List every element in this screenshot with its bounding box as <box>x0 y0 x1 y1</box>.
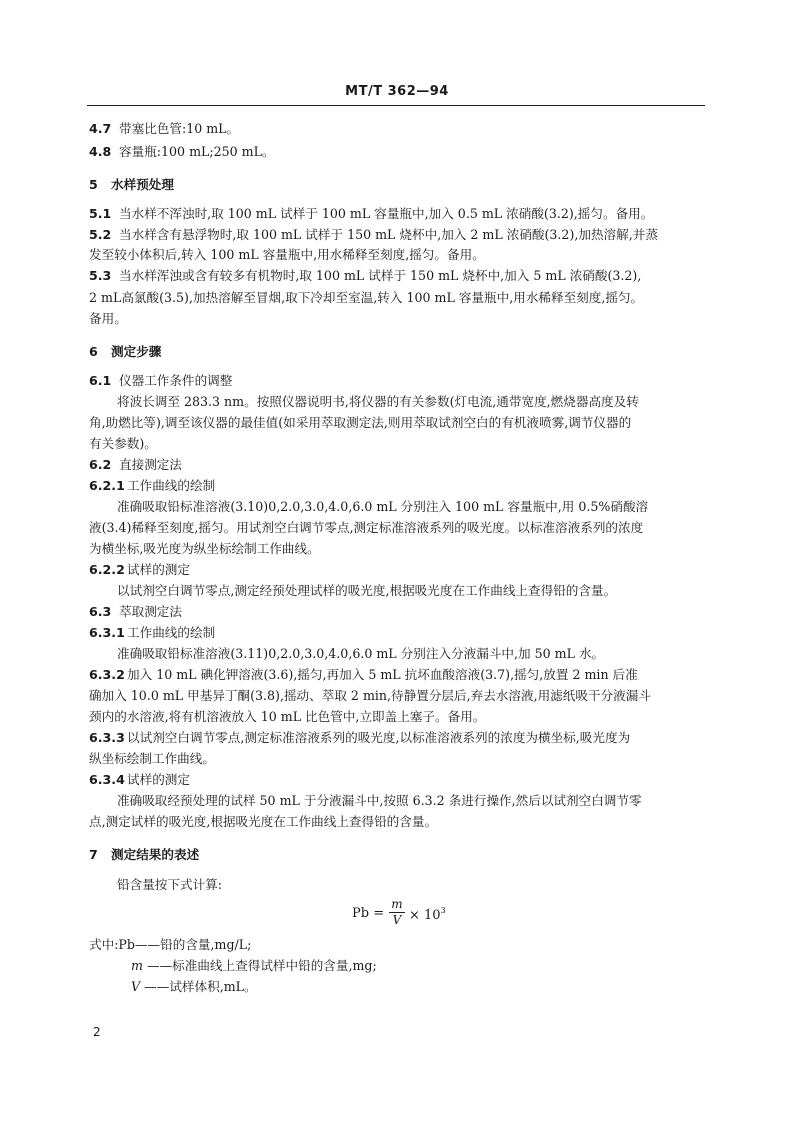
fraction-numerator: m <box>391 897 403 911</box>
sub-title: 试样的测定 <box>127 562 190 577</box>
item-text: 带塞比色管:10 mL。 <box>119 121 240 136</box>
section-title: 测定步骤 <box>111 344 162 359</box>
formula-where-v <box>131 978 257 996</box>
para-6-2-1-line3: 为横坐标,吸光度为纵坐标绘制工作曲线。 <box>89 541 320 556</box>
para-text: 当水样不浑浊时,取 100 mL 试样于 100 mL 容量瓶中,加入 0.5 mL 浓硝酸(3.2),摇匀。备用。 <box>119 206 654 221</box>
para-text: 加入 10 mL 碘化钾溶液(3.6),摇匀,再加入 5 mL 抗坏血酸溶液(3.7),摇匀,放置 2 min 后准 <box>127 667 638 682</box>
item-number: 6.3.2 <box>89 667 125 682</box>
item-number: 5.1 <box>89 206 112 221</box>
formula-fraction <box>389 898 405 927</box>
section-5-heading <box>89 176 174 194</box>
definition-m: ——标准曲线上查得试样中铅的含量,mg; <box>146 958 377 973</box>
formula-intro: 铅含量按下式计算: <box>117 877 222 892</box>
heading-6-3-4 <box>89 771 190 789</box>
definition-v: ——试样体积,mL。 <box>144 979 257 994</box>
para-6-2-1-line2: 液(3.4)稀释至刻度,摇匀。用试剂空白调节零点,测定标准溶液系列的吸光度。以标准溶液系列的浓度 <box>89 520 644 535</box>
heading-6-1 <box>89 372 232 390</box>
item-number: 6.2.1 <box>89 478 125 493</box>
formula-lhs: Pb = <box>352 906 385 921</box>
para-6-3-2-line2: 确加入 10.0 mL 甲基异丁酮(3.8),摇动、萃取 2 min,待静置分层后,弃去水溶液,用滤纸吸干分液漏斗 <box>89 688 651 703</box>
para-5-2-line1 <box>89 226 658 244</box>
item-number: 6.3 <box>89 604 112 619</box>
item-number: 6.2 <box>89 457 112 472</box>
section-title: 水样预处理 <box>111 177 174 192</box>
section-7-heading <box>89 846 199 864</box>
item-4-7 <box>89 120 239 138</box>
fraction-denominator: V <box>392 913 402 927</box>
item-number: 4.8 <box>89 144 112 159</box>
formula-where-m <box>131 957 377 975</box>
para-text: 当水样浑浊或含有较多有机物时,取 100 mL 试样于 150 mL 烧杯中,加入 5 mL 浓硝酸(3.2), <box>119 268 642 283</box>
para-text: 当水样含有悬浮物时,取 100 mL 试样于 150 mL 烧杯中,加入 2 mL 浓硝酸(3.2),加热溶解,并蒸 <box>119 227 658 242</box>
item-number: 6.3.4 <box>89 772 125 787</box>
item-number: 6.2.2 <box>89 562 125 577</box>
heading-6-2 <box>89 456 182 474</box>
para-6-1-line1: 将波长调至 283.3 nm。按照仪器说明书,将仪器的有关参数(灯电流,通带宽度,燃烧器高度及转 <box>117 394 639 409</box>
section-number: 5 <box>89 177 98 192</box>
formula-multiplier: × 10 <box>409 908 441 923</box>
standard-code-header: MT/T 362—94 <box>345 84 449 99</box>
sub-title: 直接测定法 <box>119 457 182 472</box>
section-number: 7 <box>89 847 98 862</box>
item-4-8 <box>89 143 275 161</box>
item-number: 6.3.1 <box>89 625 125 640</box>
sub-title: 仪器工作条件的调整 <box>119 373 233 388</box>
item-number: 4.7 <box>89 121 112 136</box>
para-5-3-line3: 备用。 <box>89 311 127 326</box>
formula-rhs <box>409 906 446 923</box>
para-5-1 <box>89 205 653 223</box>
item-number: 5.3 <box>89 268 112 283</box>
formula-where-pb: 式中:Pb——铅的含量,mg/L; <box>89 937 252 952</box>
item-text: 容量瓶:100 mL;250 mL。 <box>119 144 275 159</box>
section-6-heading <box>89 343 161 361</box>
para-6-1-line2: 角,助燃比等),调至该仪器的最佳值(如采用萃取测定法,则用萃取试剂空白的有机液喷雾,调节仪器的 <box>89 415 632 430</box>
para-5-3-line1 <box>89 267 641 285</box>
para-6-3-4-line1: 准确吸取经预处理的试样 50 mL 于分液漏斗中,按照 6.3.2 条进行操作,然后以试剂空白调节零 <box>117 793 642 808</box>
para-6-3-2-line1 <box>89 666 638 684</box>
para-text: 以试剂空白调节零点,测定标准溶液系列的吸光度,以标准溶液系列的浓度为横坐标,吸光度为 <box>127 730 631 745</box>
heading-6-2-2 <box>89 561 190 579</box>
para-6-3-1-line1: 准确吸取铅标准溶液(3.11)0,2.0,3.0,4.0,6.0 mL 分别注入分液漏斗中,加 50 mL 水。 <box>117 646 605 661</box>
heading-6-2-1 <box>89 477 215 495</box>
para-6-3-3-line1 <box>89 729 630 747</box>
item-number: 6.1 <box>89 373 112 388</box>
sub-title: 试样的测定 <box>127 772 190 787</box>
formula-exponent: 3 <box>440 906 446 915</box>
heading-6-3-1 <box>89 624 215 642</box>
para-6-3-4-line2: 点,测定试样的吸光度,根据吸光度在工作曲线上查得铅的含量。 <box>89 814 438 829</box>
para-5-3-line2: 2 mL高氯酸(3.5),加热溶解至冒烟,取下冷却至室温,转入 100 mL 容量瓶中,用水稀释至刻度,摇匀。 <box>89 290 644 305</box>
para-6-1-line3: 有关参数)。 <box>89 436 157 451</box>
item-number: 5.2 <box>89 227 112 242</box>
header-rule <box>87 105 705 106</box>
section-title: 测定结果的表述 <box>111 847 200 862</box>
section-number: 6 <box>89 344 98 359</box>
symbol-m: m <box>131 958 143 973</box>
para-6-2-2-line1: 以试剂空白调节零点,测定经预处理试样的吸光度,根据吸光度在工作曲线上查得铅的含量。 <box>117 583 617 598</box>
sub-title: 工作曲线的绘制 <box>127 478 216 493</box>
para-6-3-3-line2: 纵坐标绘制工作曲线。 <box>89 751 215 766</box>
para-6-3-2-line3: 颈内的水溶液,将有机溶液放入 10 mL 比色管中,立即盖上塞子。备用。 <box>89 709 486 724</box>
item-number: 6.3.3 <box>89 730 125 745</box>
para-6-2-1-line1: 准确吸取铅标准溶液(3.10)0,2.0,3.0,4.0,6.0 mL 分别注入 100 mL 容量瓶中,用 0.5%硝酸溶 <box>117 499 649 514</box>
heading-6-3 <box>89 603 182 621</box>
sub-title: 工作曲线的绘制 <box>127 625 216 640</box>
para-5-2-line2: 发至较小体积后,转入 100 mL 容量瓶中,用水稀释至刻度,摇匀。备用。 <box>89 247 485 262</box>
page-number: 2 <box>93 1025 101 1039</box>
sub-title: 萃取测定法 <box>119 604 182 619</box>
symbol-v: V <box>131 979 141 994</box>
